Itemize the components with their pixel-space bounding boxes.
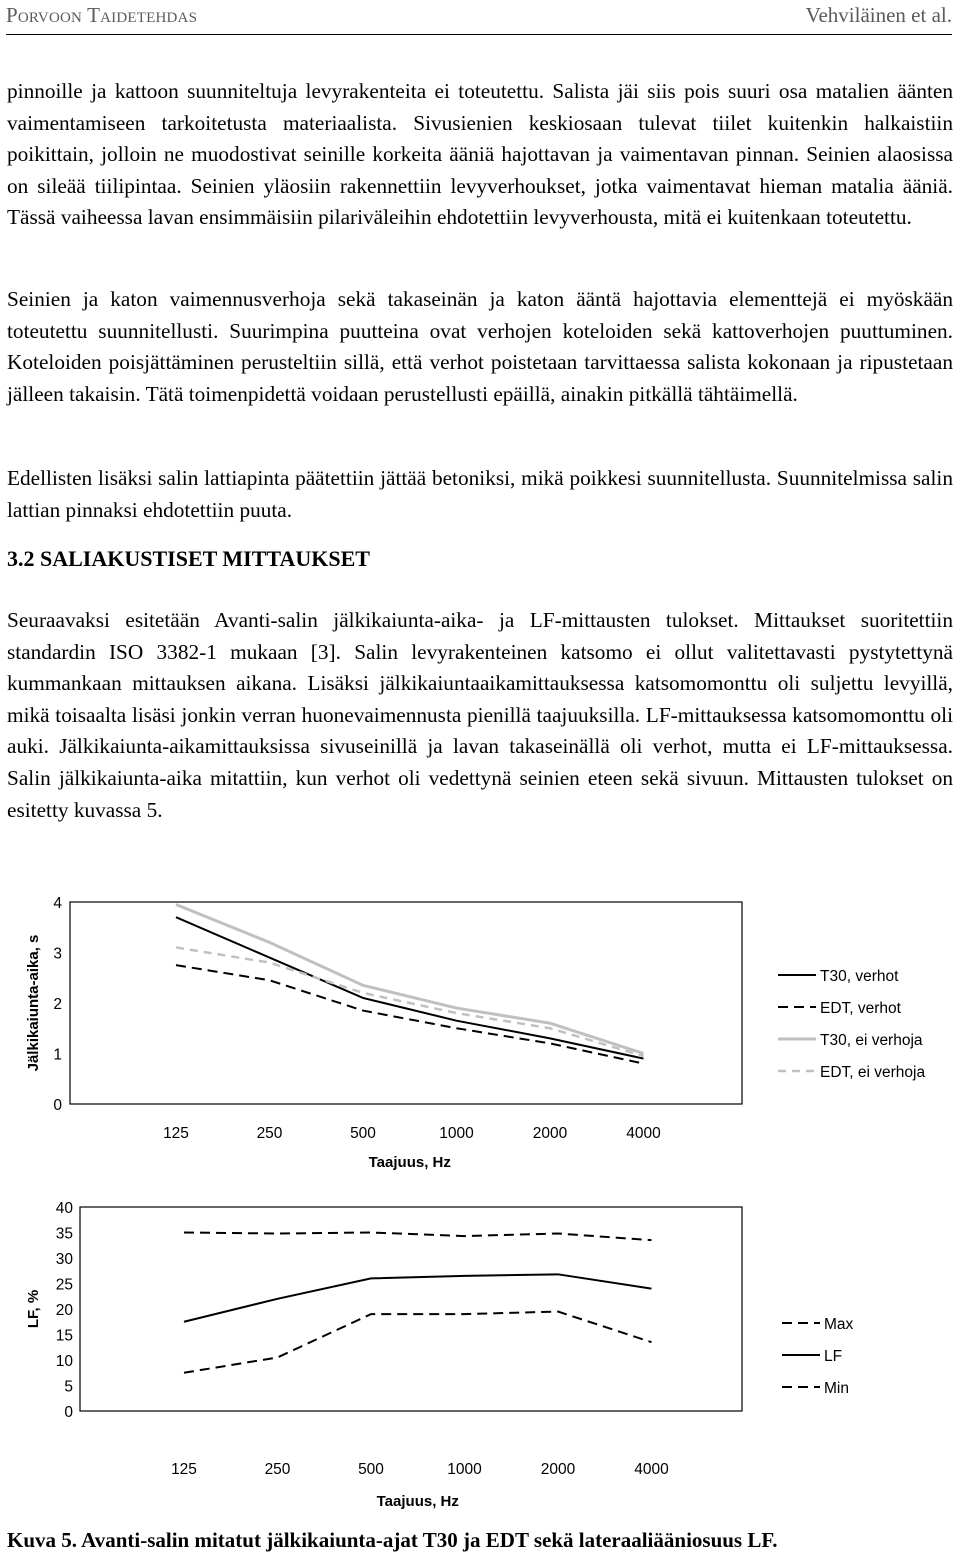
lf-chart: [0, 1190, 960, 1520]
x-tick-label: 1000: [439, 1125, 474, 1142]
paragraph-1: [7, 76, 953, 234]
figure-caption: Kuva 5. Avanti-salin mitatut jälkikaiunta-ajat T30 ja EDT sekä lateraaliääniosuus LF.: [7, 1528, 778, 1552]
plot-frame: [70, 902, 742, 1104]
y-tick-label: 0: [64, 1404, 73, 1421]
x-tick-label: 500: [350, 1125, 376, 1142]
section-heading: 3.2 SALIAKUSTISET MITTAUKSET: [7, 546, 370, 571]
x-tick-label: 125: [171, 1461, 197, 1478]
y-tick-label: 40: [55, 1200, 73, 1217]
legend-label: T30, verhot: [820, 968, 899, 985]
legend-label: LF: [824, 1348, 843, 1365]
x-tick-label: 2000: [532, 1125, 568, 1142]
header-journal-title: Porvoon Taidetehdas: [6, 3, 198, 27]
series-line: [176, 905, 644, 1054]
page-header: [6, 0, 952, 35]
y-tick-label: 0: [53, 1097, 62, 1114]
paragraph-text: Edellisten lisäksi salin lattiapinta päätettiin jättää betoniksi, mikä poikkesi suunnitellusta. Suunnitelmissa salin lattian pinnaksi ehdotettiin puuta.: [7, 466, 953, 522]
legend-label: Max: [824, 1316, 854, 1333]
series-line: [176, 947, 644, 1056]
x-tick-label: 125: [163, 1125, 189, 1142]
series-line: [184, 1233, 652, 1241]
paragraph-text: Seuraavaksi esitetään Avanti-salin jälkikaiunta-aika- ja LF-mittausten tulokset. Mittaukset suoritettiin standardin ISO 3382-1 mukaan [3]. Salin levyrakenteinen katsomo ei ollut valitettavasti pystytettynä kummankaan mittauksen aikana. Lisäksi jälkikaiuntaaikamittauksessa katsomomonttu oli suljettu levyillä, mikä toisaalta lisäsi jonkin verran huonevaimennusta pienillä taajuuksilla. LF-mittauksessa katsomomonttu oli auki. Jälkikaiunta-aikamittauksissa sivuseinillä ja lavan takaseinällä oli verhot, mutta ei LF-mittauksessa. Salin jälkikaiunta-aika mitattiin, kun verhot oli vedettynä seinien eteen sekä sivuun. Mittausten tulokset on esitetty kuvassa 5.: [7, 608, 953, 822]
x-tick-label: 500: [358, 1461, 384, 1478]
x-tick-label: 4000: [634, 1461, 669, 1478]
legend-label: EDT, verhot: [820, 1000, 901, 1017]
y-tick-label: 2: [53, 996, 62, 1013]
reverberation-time-chart: [0, 870, 960, 1180]
y-axis-title: LF, %: [25, 1289, 42, 1329]
paragraph-2: [7, 284, 953, 410]
series-line: [176, 917, 644, 1058]
y-tick-label: 25: [55, 1276, 73, 1294]
x-tick-label: 250: [256, 1125, 283, 1142]
y-tick-label: 15: [55, 1327, 73, 1345]
paragraph-3: [7, 463, 953, 526]
y-tick-label: 30: [55, 1251, 73, 1268]
x-tick-label: 2000: [540, 1461, 576, 1478]
plot-frame: [80, 1207, 742, 1411]
x-tick-label: 4000: [626, 1125, 661, 1142]
y-axis-title: Jälkikaiunta-aika, s: [25, 934, 42, 1072]
y-tick-label: 4: [53, 895, 62, 912]
series-line: [176, 965, 644, 1063]
x-axis-title: Taajuus, Hz: [368, 1154, 451, 1171]
x-tick-label: 1000: [447, 1461, 482, 1478]
paragraph-text: Seinien ja katon vaimennusverhoja sekä takaseinän ja katon ääntä hajottavia elementtejä ei myöskään toteutettu suunnitellusti. Suurimpina puutteina ovat verhojen koteloiden sekä kattoverhojen puuttuminen. Koteloiden poisjättäminen perusteltiin sillä, että verhot poistetaan tarvittaessa salista kokonaan ja ripustetaan jälleen takaisin. Tätä toimenpidettä voidaan perustellusti epäillä, ainakin pitkällä tähtäimellä.: [7, 287, 953, 406]
paragraph-text: pinnoille ja kattoon suunniteltuja levyrakenteita ei toteutettu. Salista jäi siis pois suuri osa matalien äänten vaimentamiseen tarkoitetusta materiaalista. Sivusienien keskiosaan tulevat tiilet kuitenkin halkaistiin poikittain, jolloin ne muodostivat seinille korkeita ääniä hajottavan ja vaimentavan pinnan. Seinien alaosissa on sileää tiilipintaa. Seinien yläosiin rakennettiin levyverhoukset, jotka vaimentavat hieman matalia ääniä. Tässä vaiheessa lavan ensimmäisiin pilariväleihin ehdotettiin levyverhousta, mitä ei kuitenkaan toteutettu.: [7, 79, 953, 230]
y-tick-label: 20: [55, 1302, 73, 1319]
legend-label: EDT, ei verhoja: [820, 1064, 926, 1081]
legend-label: T30, ei verhoja: [820, 1032, 923, 1049]
x-tick-label: 250: [264, 1461, 291, 1478]
y-tick-label: 35: [55, 1225, 73, 1243]
x-axis-title: Taajuus, Hz: [376, 1493, 459, 1510]
y-tick-label: 3: [53, 945, 62, 963]
header-authors: Vehviläinen et al.: [805, 3, 952, 27]
y-tick-label: 10: [55, 1353, 73, 1370]
series-line: [184, 1312, 652, 1373]
legend-label: Min: [824, 1380, 849, 1397]
paragraph-4: [7, 605, 953, 826]
y-tick-label: 5: [64, 1378, 73, 1396]
y-tick-label: 1: [53, 1046, 62, 1064]
